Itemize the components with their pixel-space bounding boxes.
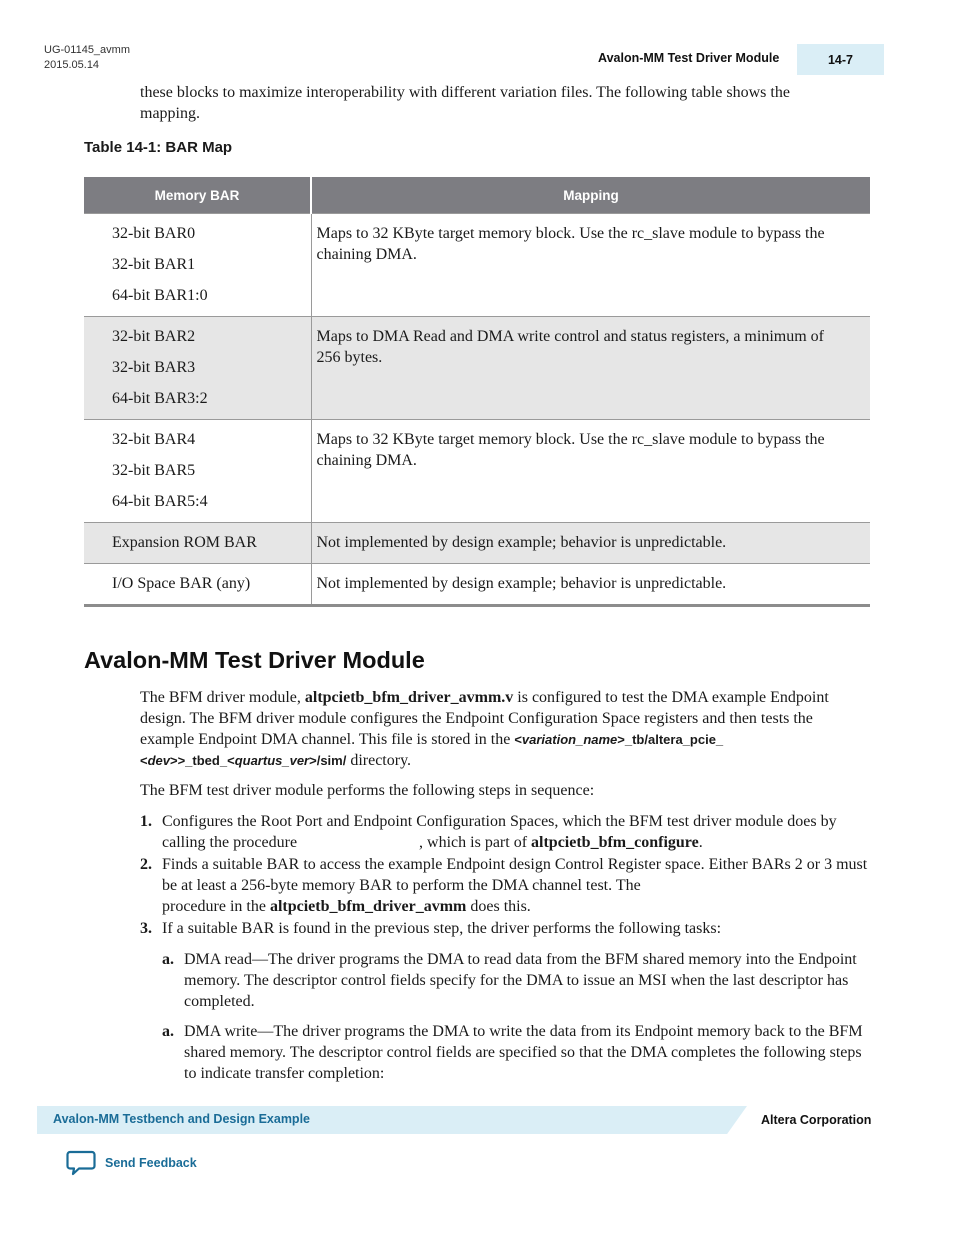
footer-chapter-link[interactable]: Avalon-MM Testbench and Design Example [53,1112,310,1126]
bar-label: 32-bit BAR4 [112,431,196,448]
table-header-row [84,177,870,214]
send-feedback-label: Send Feedback [105,1156,197,1170]
bar-label: 32-bit BAR5 [112,462,196,479]
memory-bar-cell [84,523,311,564]
driver-file-name: altpcietb_bfm_driver_avmm.v [304,689,514,706]
bar-map-table [84,177,870,607]
section-heading: Avalon-MM Test Driver Module [84,647,425,673]
memory-bar-cell [84,420,311,523]
table-row [84,214,870,317]
send-feedback-link[interactable] [66,1150,197,1176]
bar-label: Expansion ROM BAR [112,534,257,551]
substep-letter: a. [162,951,174,968]
text-run: is configured to test the DMA example Endpoint design. The BFM driver module configures the Endpoint Configuration Space registers and then tests the example Endpoint DMA channel. This file is stored in the [140,689,829,748]
table-caption: Table 14-1: BAR Map [84,139,233,156]
bar-label: 64-bit BAR3:2 [112,390,208,407]
table-row [84,420,870,523]
bar-label: I/O Space BAR (any) [112,575,251,592]
footer-company: Altera Corporation [761,1113,872,1127]
column-header-memory-bar: Memory BAR [84,177,311,214]
list-item: 3. If a suitable BAR is found in the previous step, the driver performs the following tasks: [140,920,722,937]
mapping-cell: Maps to 32 KByte target memory block. Use the rc_slave module to bypass the chaining DMA. [311,214,870,317]
steps-intro-paragraph: The BFM test driver module performs the following steps in sequence: [140,782,595,799]
mapping-cell: Maps to 32 KByte target memory block. Use the rc_slave module to bypass the chaining DMA. [311,420,870,523]
table-row [84,564,870,606]
bar-label: 32-bit BAR2 [112,328,196,345]
mapping-cell: Not implemented by design example; behavior is unpredictable. [311,564,870,606]
table-row [84,523,870,564]
page-number: 14-7 [797,44,884,75]
list-item: a. DMA write—The driver programs the DMA to write the data from its Endpoint memory back to the BFM shared memory. The descriptor control fields are specified so that the DMA completes the following steps to indicate transfer completion: [162,1023,863,1082]
column-header-mapping: Mapping [311,177,870,214]
memory-bar-cell [84,564,311,606]
procedure-file-name: altpcietb_bfm_configure [531,834,699,851]
memory-bar-cell [84,317,311,420]
bar-label: 32-bit BAR3 [112,359,196,376]
document-date: 2015.05.14 [44,59,100,71]
directory-path: <variation_name>_tb/altera_pcie_ <dev>>_tbed_<quartus_ver>/sim/ [140,732,724,768]
running-header-title: Avalon-MM Test Driver Module [598,51,780,65]
text-run: directory. [346,752,412,769]
step-number: 2. [140,856,152,873]
driver-module-name: altpcietb_bfm_driver_avmm [269,898,467,915]
intro-paragraph: these blocks to maximize interoperability with different variation files. The following table shows the mapping. [140,84,790,122]
driver-module-paragraph [140,687,870,771]
bar-label: 32-bit BAR1 [112,256,196,273]
document-id: UG-01145_avmm [44,44,130,56]
mapping-cell: Maps to DMA Read and DMA write control and status registers, a minimum of 256 bytes. [311,317,870,420]
bar-label: 64-bit BAR5:4 [112,493,208,510]
speech-bubble-icon [66,1150,96,1176]
bar-label: 64-bit BAR1:0 [112,287,208,304]
list-item: 2. Finds a suitable BAR to access the example Endpoint design Control Register space. Either BARs 2 or 3 must be at least a 256-byte memory BAR to perform the DMA channel test. The procedure in the altpcietb_bfm_driver_avmm does this. [140,856,868,915]
list-item: a. DMA read—The driver programs the DMA to read data from the BFM shared memory into the Endpoint memory. The descriptor control fields specify for the DMA to issue an MSI when the last descriptor has completed. [162,951,857,1010]
text-run: The BFM driver module, [140,689,305,706]
document-id-block [44,43,130,73]
step-number: 3. [140,920,152,937]
memory-bar-cell [84,214,311,317]
list-item: 1. Configures the Root Port and Endpoint Configuration Spaces, which the BFM test driver module does by calling the procedure , which is part of altpcietb_bfm_configure. [140,813,837,851]
mapping-cell: Not implemented by design example; behavior is unpredictable. [311,523,870,564]
table-row [84,317,870,420]
bar-label: 32-bit BAR0 [112,225,196,242]
substep-letter: a. [162,1023,174,1040]
step-number: 1. [140,813,152,830]
